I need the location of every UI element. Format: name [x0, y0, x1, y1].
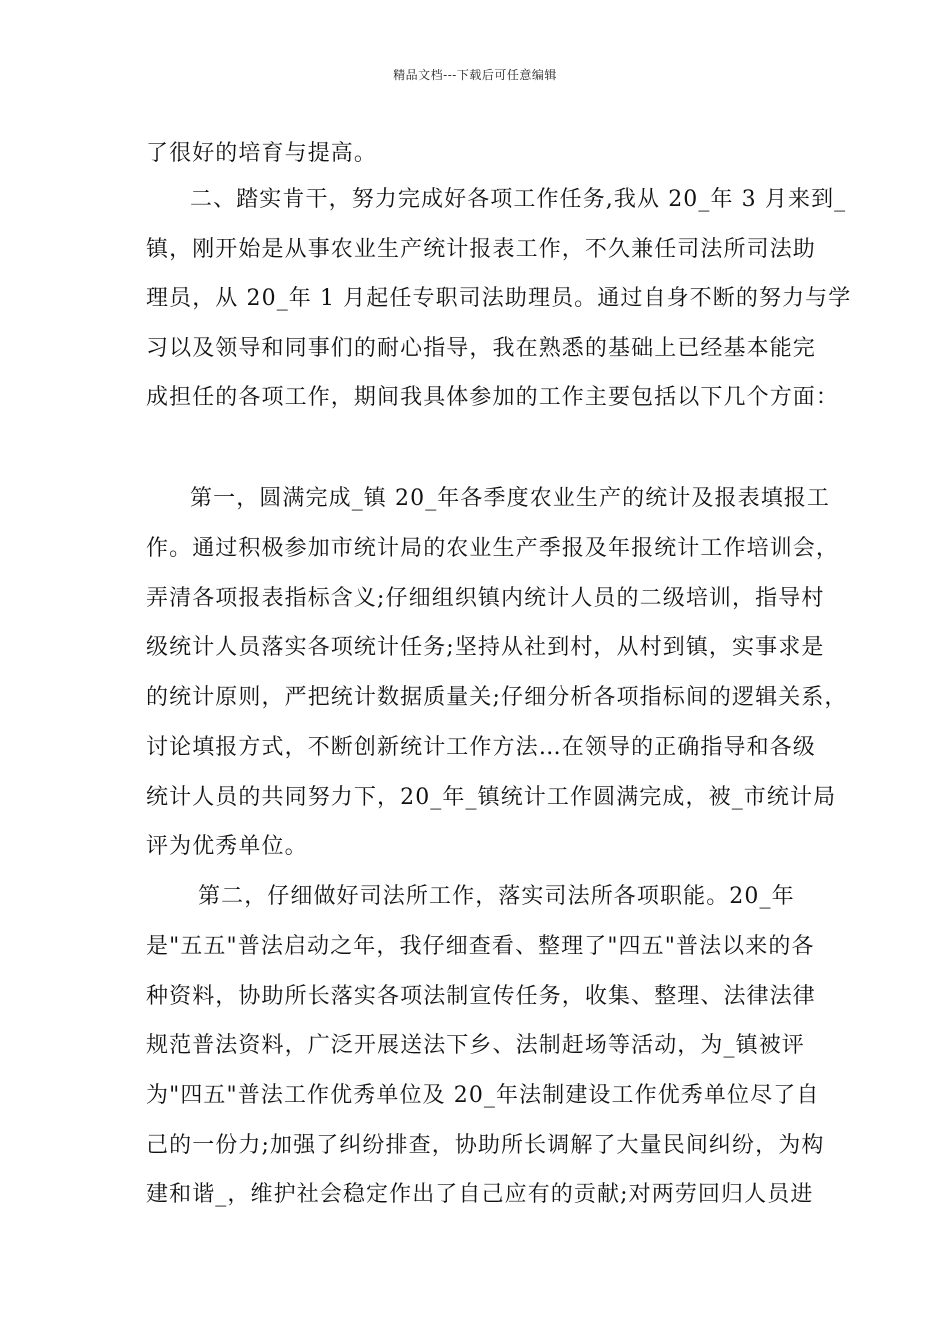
paragraph-line: 规范普法资料，广泛开展送法下乡、法制赶场等活动，为_镇被评 [146, 1033, 805, 1058]
page-header: 精品文档---下载后可任意编辑 [393, 68, 557, 82]
paragraph-line: 成担任的各项工作，期间我具体参加的工作主要包括以下几个方面： [146, 385, 840, 410]
paragraph-line: 弄清各项报表指标含义;仔细组织镇内统计人员的二级培训，指导村 [146, 586, 825, 611]
paragraph-line: 镇，刚开始是从事农业生产统计报表工作，不久兼任司法所司法助 [146, 237, 816, 262]
paragraph-line: 是"五五"普法启动之年，我仔细查看、整理了"四五"普法以来的各 [146, 934, 815, 959]
paragraph-line: 讨论填报方式，不断创新统计工作方法…在领导的正确指导和各级 [146, 735, 816, 760]
paragraph-line: 二、踏实肯干，努力完成好各项工作任务,我从 20_年 3 月来到_ [190, 187, 847, 212]
paragraph-line: 作。通过积极参加市统计局的农业生产季报及年报统计工作培训会， [146, 536, 840, 561]
paragraph-line: 第二，仔细做好司法所工作，落实司法所各项职能。20_年 [198, 884, 795, 909]
paragraph-line: 的统计原则，严把统计数据质量关;仔细分析各项指标间的逻辑关系， [146, 685, 848, 710]
paragraph-line: 己的一份力;加强了纠纷排查，协助所长调解了大量民间纠纷，为构 [146, 1133, 825, 1158]
paragraph-line: 习以及领导和同事们的耐心指导，我在熟悉的基础上已经基本能完 [146, 336, 816, 361]
paragraph-line: 为"四五"普法工作优秀单位及 20_年法制建设工作优秀单位尽了自 [146, 1083, 820, 1108]
paragraph-line: 级统计人员落实各项统计任务;坚持从社到村，从村到镇，实事求是 [146, 635, 825, 660]
paragraph-line: 评为优秀单位。 [146, 834, 308, 859]
paragraph-line: 种资料，协助所长落实各项法制宣传任务，收集、整理、法律法律 [146, 984, 816, 1009]
paragraph-line: 建和谐_，维护社会稳定作出了自己应有的贡献;对两劳回归人员进 [146, 1182, 814, 1207]
paragraph-line: 理员，从 20_年 1 月起任专职司法助理员。通过自身不断的努力与学 [146, 286, 852, 311]
paragraph-line: 第一，圆满完成_镇 20_年各季度农业生产的统计及报表填报工 [190, 486, 830, 511]
paragraph-line: 统计人员的共同努力下，20_年_镇统计工作圆满完成，被_市统计局 [146, 785, 837, 810]
paragraph-line: 了很好的培育与提高。 [146, 141, 378, 166]
